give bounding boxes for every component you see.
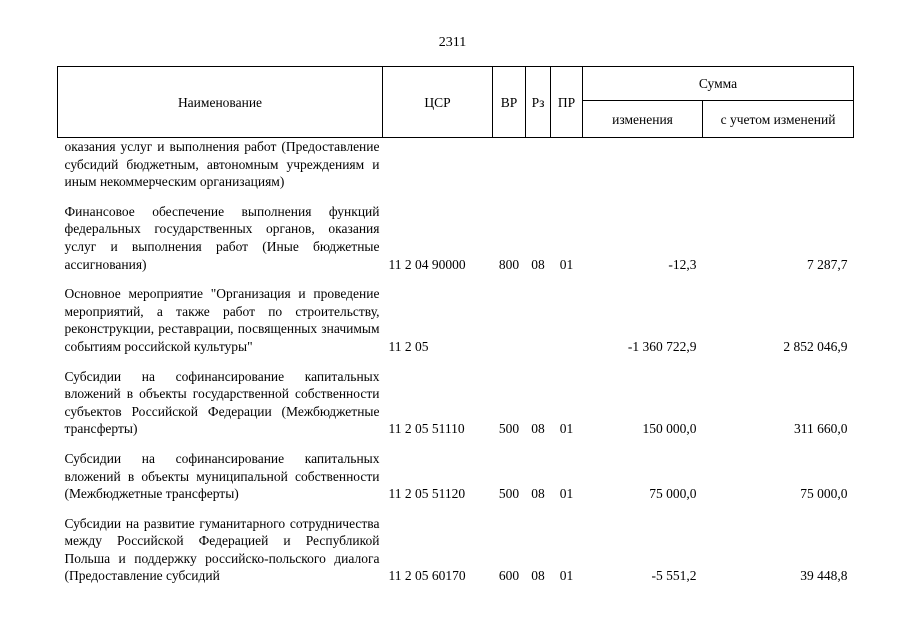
row-vr: 600 <box>498 568 520 584</box>
row-rz: 08 <box>531 568 545 584</box>
header-pr: ПР <box>551 67 583 138</box>
row-csr: 11 2 05 60170 <box>388 568 466 584</box>
row-total: 311 660,0 <box>794 421 848 437</box>
budget-table <box>57 66 854 585</box>
row-spacer <box>58 356 854 368</box>
header-name: Наименование <box>58 67 383 138</box>
row-vr <box>493 138 526 191</box>
table-row <box>58 285 854 355</box>
table-body <box>58 138 854 586</box>
row-csr: 11 2 05 <box>388 338 429 354</box>
header-csr: ЦСР <box>383 67 493 138</box>
row-spacer <box>58 191 854 203</box>
table-row <box>58 450 854 503</box>
header-changes: изменения <box>583 101 703 138</box>
row-name: оказания услуг и выполнения работ (Предоставление субсидий бюджетным, автономным учреждениям и иным некоммерческим организациям) <box>64 139 380 190</box>
row-spacer <box>58 503 854 515</box>
table-row <box>58 203 854 273</box>
row-total <box>703 138 854 191</box>
row-csr: 11 2 04 90000 <box>388 256 466 272</box>
row-total: 39 448,8 <box>800 568 848 584</box>
page-number: 2311 <box>438 35 467 50</box>
row-csr: 11 2 05 51110 <box>388 421 465 437</box>
row-csr <box>383 138 493 191</box>
row-rz: 08 <box>531 486 545 502</box>
row-csr: 11 2 05 51120 <box>388 486 466 502</box>
table-header <box>58 67 854 138</box>
row-pr: 01 <box>559 568 574 584</box>
row-change: -12,3 <box>668 256 697 272</box>
row-pr: 01 <box>559 486 574 502</box>
row-change: 150 000,0 <box>642 421 697 437</box>
row-pr <box>551 138 583 191</box>
row-pr <box>551 285 583 355</box>
row-spacer <box>58 438 854 450</box>
header-vr: ВР <box>493 67 526 138</box>
row-rz: 08 <box>531 421 545 437</box>
row-spacer <box>58 273 854 285</box>
header-with-changes: с учетом изменений <box>703 101 854 138</box>
row-rz <box>526 285 551 355</box>
row-rz: 08 <box>531 256 545 272</box>
row-total: 7 287,7 <box>807 256 848 272</box>
table-row <box>58 138 854 191</box>
row-vr: 500 <box>498 421 520 437</box>
row-vr: 500 <box>498 486 520 502</box>
table-row <box>58 515 854 585</box>
row-pr: 01 <box>559 421 574 437</box>
row-total: 75 000,0 <box>800 486 848 502</box>
row-vr <box>493 285 526 355</box>
row-name: Основное мероприятие "Организация и проведение мероприятий, а также работ по строительству, реконструкции, реставрации, посвященных значимым событиям российской культуры" <box>64 286 380 354</box>
row-change <box>583 138 703 191</box>
header-rz: Рз <box>526 67 551 138</box>
row-name: Финансовое обеспечение выполнения функций федеральных государственных органов, оказания услуг и выполнения работ (Иные бюджетные ассигнования) <box>64 203 380 272</box>
row-name: Субсидии на софинансирование капитальных вложений в объекты государственной собственности субъектов Российской Федерации (Межбюджетные трансферты) <box>64 368 380 437</box>
row-rz <box>526 138 551 191</box>
row-change: -1 360 722,9 <box>627 338 697 354</box>
row-name: Субсидии на развитие гуманитарного сотрудничества между Российской Федерацией и Республикой Польша и поддержку российско-польского диалога (Предоставление субсидий <box>64 515 380 584</box>
header-sum: Сумма <box>583 67 854 101</box>
row-pr: 01 <box>559 256 574 272</box>
row-total: 2 852 046,9 <box>783 338 848 354</box>
row-name: Субсидии на софинансирование капитальных вложений в объекты муниципальной собственности (Межбюджетные трансферты) <box>64 450 380 502</box>
row-vr: 800 <box>498 256 520 272</box>
table-row <box>58 368 854 438</box>
row-change: -5 551,2 <box>651 568 697 584</box>
row-change: 75 000,0 <box>649 486 697 502</box>
